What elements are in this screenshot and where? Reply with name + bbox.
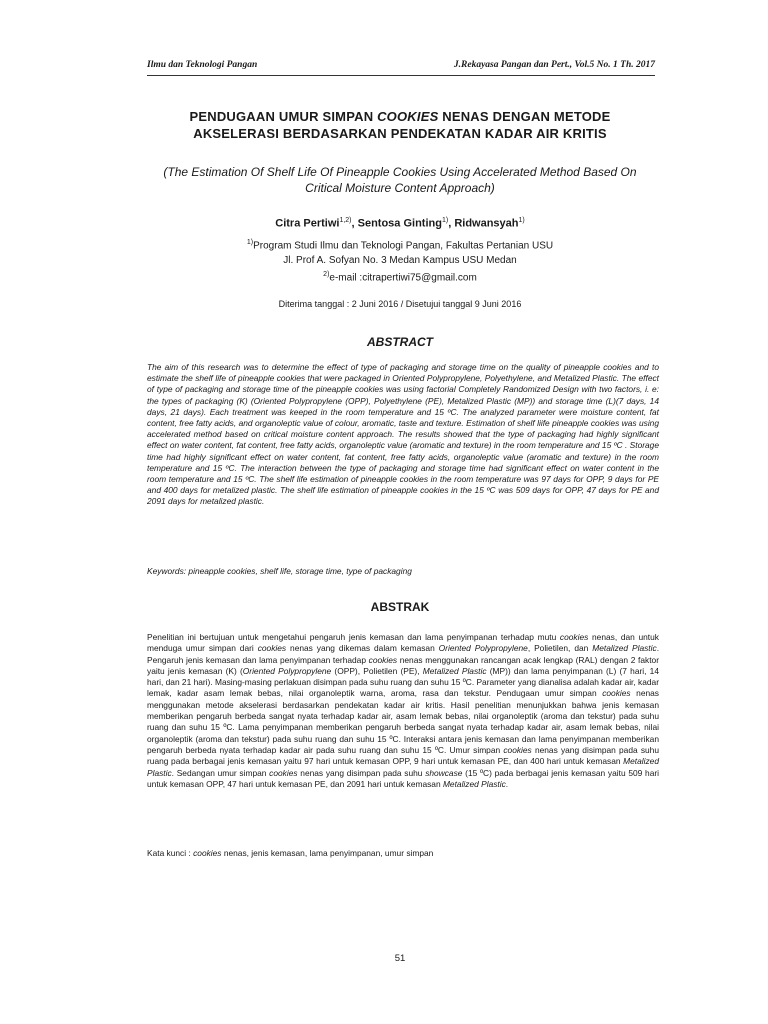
abstract-text: The aim of this research was to determine the effect of type of packaging and storage time on the quality of pineapple cookies and to estimate the shelf life of pineapple cookies that were packaged in Oriented Polypropylene, Polyethylene, and Metalized Plastic. The effect of type of packaging and storage time of the pineapple cookies was using factorial Completely Randomized Design with two factors, i. e: the types of packaging (K) (Oriented Polypropylene (OPP), Polyethylene (PE), Metalized Plastic (MP)) and storage time (L)(7 days, 14 days, 21 days). Each treatment was keeped in the room temperature and 15 ºC. The analyzed parameter were moisture content, fat content, free fatty acids, and organoleptic value of colour, aromatic, taste and texture. Estimation of shelf liife pineapple cookies was using accelerated method based on critical moisture content approach. The results showed that the type of packaging had highly significant effect on water content, fat content, free fatty acids, organoleptic value (aromatic and texture) in the room temperature and 15 ºC . Storage time had highly significant effect on water content, fat content, free fatty acids, organoleptic value (aromatic and texture) in the room temperature and 15 ºC. The interaction between the type of packaging and storage time had significant effect on water content in the room temperature and 15 ºC. The shelf life estimation of pineapple cookies in the room temperature was 97 days for OPP, 9 days for PE and 400 days for metalized plastic. The shelf life estimation of pineapple cookies in the 15 ºC was 509 days for OPP, 47 days for PE and 2091 days for metalized plastic. [147, 362, 659, 507]
title-line-2: AKSELERASI BERDASARKAN PENDEKATAN KADAR AIR KRITIS [193, 126, 607, 141]
keywords: Keywords: pineapple cookies, shelf life, storage time, type of packaging [147, 566, 412, 576]
running-header [147, 60, 655, 70]
affiliation: $^{1)}$Program Studi Ilmu dan Teknologi Pangan, Fakultas Pertanian USU Jl. Prof A. Sofyan No. 3 Medan Kampus USU Medan $^{2)}$e-mail :citrapertiwi75@gmail.com [246, 239, 554, 284]
author-list: Citra Pertiwi$^{1,2)}$, Sentosa Ginting$^{1)}$, Ridwansyah$^{1)}$ [275, 217, 525, 230]
journal-citation: J.Rekayasa Pangan dan Pert., Vol.5 No. 1 Th. 2017 [453, 60, 655, 70]
received-date: Diterima tanggal : 2 Juni 2016 / Disetujui tanggal 9 Juni 2016 [278, 299, 522, 309]
page-number: 51 [394, 953, 406, 964]
kata-kunci: Kata kunci : cookies nenas, jenis kemasan, lama penyimpanan, umur simpan [147, 848, 434, 858]
title-line-1: PENDUGAAN UMUR SIMPAN COOKIES NENAS DENGAN METODE [189, 109, 611, 124]
abstrak-text: Penelitian ini bertujuan untuk mengetahui pengaruh jenis kemasan dan lama penyimpanan terhadap mutu cookies nenas, dan untuk menduga umur simpan dari cookies nenas yang dikemas dalam kemasan Oriented Polypropylene, Polietilen, dan Metalized Plastic. Pengaruh jenis kemasan dan lama penyimpanan terhadap cookies nenas menggunakan rancangan acak lengkap (RAL) dengan 2 faktor yaitu jenis kemasan (K) (Oriented Polypropylene (OPP), Polietilen (PE), Metalized Plastic (MP)) dan lama penyimpanan (L) (7 hari, 14 hari, dan 21 hari). Masing-masing perlakuan disimpan pada suhu ruang dan suhu 15 ºC. Parameter yang dianalisa adalah kadar air, kadar lemak, kadar asam lemak bebas, nilai organoleptik warna, aroma, rasa dan tekstur. Pendugaan umur simpan cookies nenas menggunakan metode akselerasi berdasarkan pendekatan kadar air kritis. Hasil penelitian menunjukkan bahwa jenis kemasan memberikan pengaruh berbeda sangat nyata terhadap kadar air, asam lemak bebas, nilai organoleptik (aroma dan tekstur) pada suhu ruang dan suhu 15 ºC. Lama penyimpanan memberikan pengaruh berbeda sangat nyata terhadap kadar air, asam lemak bebas, nilai organoleptik (aroma dan tekstur) pada suhu ruang dan suhu 15 ºC. Interaksi antara jenis kemasan dan lama penyimpanan memberikan pengaruh berbeda nyata terhadap kadar air pada suhu ruang dan suhu 15 ºC. Umur simpan cookies nenas yang disimpan pada suhu ruang pada berbagai jenis kemasan yaitu 97 hari untuk kemasan OPP, 9 hari untuk kemasan PE, dan 400 hari untuk kemasan Metalized Plastic. Sedangan umur simpan cookies nenas yang disimpan pada suhu showcase (15 ºC) pada berbagai jenis kemasan yaitu 509 hari untuk kemasan OPP, 47 hari untuk kemasan PE, dan 2091 hari untuk kemasan Metalized Plastic. [147, 632, 660, 789]
abstrak-heading: ABSTRAK [370, 600, 430, 614]
english-title: (The Estimation Of Shelf Life Of Pineapple Cookies Using Accelerated Method Based On Critical Moisture Content Approach) [163, 165, 637, 195]
journal-section: Ilmu dan Teknologi Pangan [147, 60, 258, 70]
paper-title [120, 108, 680, 142]
header-rule [147, 75, 655, 76]
abstract-heading: ABSTRACT [367, 335, 433, 349]
author-email: e-mail :citrapertiwi75@gmail.com [329, 272, 477, 284]
